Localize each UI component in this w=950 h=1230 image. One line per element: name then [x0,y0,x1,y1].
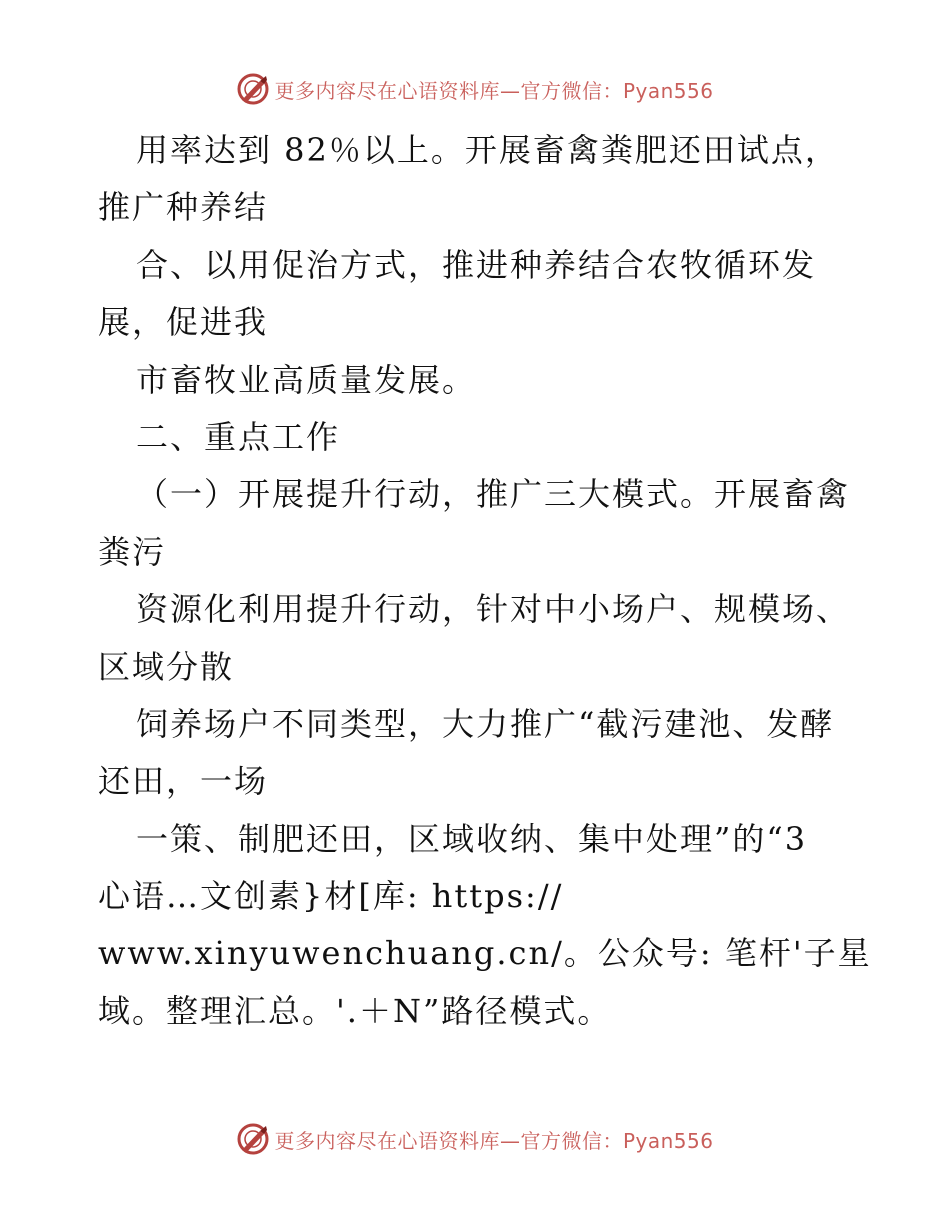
body-line: 一策、制肥还田，区域收纳、集中处理”的“3 [136,819,808,858]
body-line: 用率达到 82％以上。开展畜禽粪肥还田试点， [136,131,839,169]
banner-separator: — [499,78,521,103]
body-line: （一）开展提升行动，推广三大模式。开展畜禽 [136,475,851,514]
body-line: 粪污 [98,532,167,571]
banner-text: 更多内容尽在心语资料库 [274,78,500,103]
body-line: 推广种养结 [98,188,269,227]
body-line: 资源化利用提升行动，针对中小场户、规模场、 [136,590,851,629]
pen-logo-icon [236,72,270,106]
body-line: 心语…文创素}材[库: https:// [98,877,564,916]
footer-banner [0,1122,950,1156]
document-body [98,122,898,1040]
body-line: 市畜牧业高质量发展。 [136,360,477,399]
banner-wechat: 官方微信：Pyan556 [520,1128,714,1153]
body-line: 合、以用促治方式，推进种养结合农牧循环发 [136,245,817,284]
body-line: 域。整理汇总。'.＋N”路径模式。 [98,991,612,1030]
body-line: 展，促进我 [98,303,269,342]
banner-text: 更多内容尽在心语资料库 [274,1128,500,1153]
body-line: www.xinyuwenchuang.cn/。公众号: 笔杆'子星 [98,934,872,973]
section-heading: 二、重点工作 [136,417,341,456]
banner-separator: — [499,1128,521,1153]
body-line: 还田，一场 [98,762,269,801]
header-banner [0,72,950,106]
body-line: 饲养场户不同类型，大力推广“截污建池、发酵 [136,704,835,743]
pen-logo-icon [236,1122,270,1156]
banner-wechat: 官方微信：Pyan556 [520,78,714,103]
body-line: 区域分散 [98,647,235,686]
